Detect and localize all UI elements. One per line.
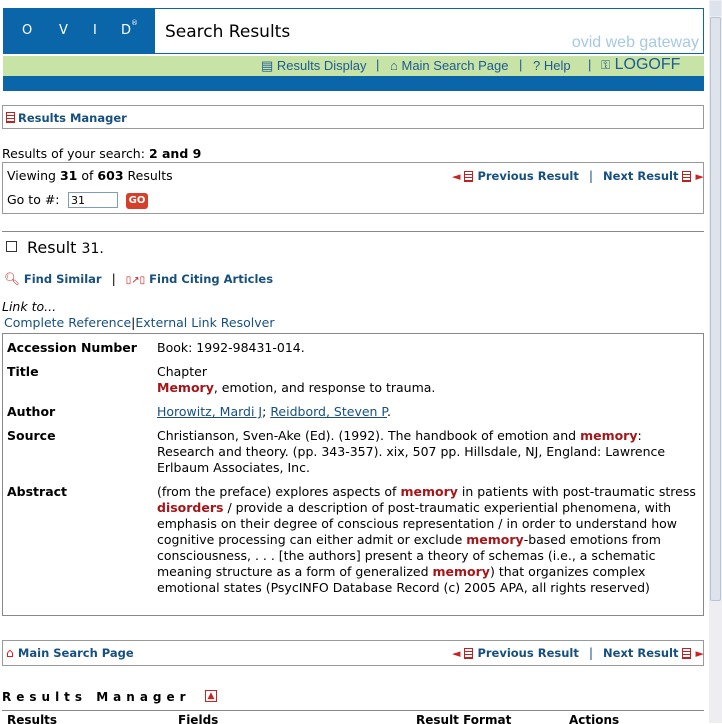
header-bar [3, 76, 704, 91]
logo-letter-v: V [59, 23, 68, 38]
find-citing-articles-link[interactable]: Find Citing Articles [149, 272, 274, 286]
go-button[interactable]: GO [126, 193, 148, 209]
page-title: Search Results [165, 22, 291, 42]
nav-logoff-label: LOGOFF [614, 56, 681, 73]
author-link[interactable]: Horowitz, Mardi J [157, 404, 263, 419]
viewing-current: 31 [59, 168, 78, 183]
abstract-text: in patients with post-traumatic stress [461, 484, 696, 499]
top-nav [3, 56, 704, 76]
results-display-icon: ▤ [261, 58, 274, 73]
viewing-prefix: Viewing [7, 168, 56, 183]
title-text: , emotion, and response to trauma. [213, 380, 436, 395]
scroll-up-arrow[interactable] [710, 1, 721, 16]
link-separator: | [131, 315, 136, 330]
previous-result-link[interactable]: Previous Result [477, 169, 579, 183]
search-query: 2 and 9 [148, 146, 202, 161]
title-type: Chapter [157, 364, 207, 379]
nav-help[interactable] [533, 58, 571, 73]
pager-separator: | [588, 645, 594, 660]
accession-label: Accession Number [7, 340, 137, 355]
actions-separator: | [111, 271, 116, 286]
nav-main-search[interactable] [390, 58, 508, 73]
nav-help-label: Help [543, 58, 571, 73]
pager-top [452, 168, 704, 183]
abstract-highlight: disorders [157, 500, 224, 515]
result-heading [27, 238, 104, 257]
author-separator: ; [262, 404, 267, 419]
help-icon: ? [533, 58, 541, 73]
abstract-label: Abstract [7, 484, 68, 499]
ovid-logo [3, 8, 155, 54]
pager-bottom [452, 645, 704, 660]
viewing-suffix: Results [127, 168, 173, 183]
source-highlight: memory [580, 428, 638, 443]
vertical-scrollbar[interactable] [709, 0, 722, 723]
author-link[interactable]: Reidbord, Steven P [270, 404, 388, 419]
accession-value: Book: 1992-98431-014. [157, 340, 305, 355]
document-icon [682, 648, 691, 659]
abstract-text: -based emotions from consciousness, . . . [the authors] present a theory of schemas (i.e., a schematic meaning structure as a form of generalized [157, 532, 661, 579]
author-end: . [387, 404, 392, 419]
scroll-thumb[interactable] [710, 17, 721, 601]
abstract-highlight: memory [400, 484, 458, 499]
search-summary-label: Results of your search: [2, 146, 145, 161]
arrow-left-icon: ◄ [452, 647, 461, 660]
column-actions: Actions [569, 713, 620, 724]
logo-letter-d: D [121, 23, 132, 38]
title-value [157, 364, 697, 396]
document-icon [682, 171, 691, 182]
title-highlight: Memory [157, 380, 214, 395]
next-result-link[interactable]: Next Result [603, 646, 679, 660]
nav-logoff[interactable] [601, 56, 680, 74]
nav-main-search-label: Main Search Page [401, 58, 509, 73]
abstract-highlight: memory [466, 532, 524, 547]
nav-results-display[interactable] [261, 58, 367, 74]
arrow-left-icon: ◄ [452, 170, 461, 183]
document-icon [464, 648, 473, 659]
logoff-icon: ⚿ [601, 58, 611, 72]
viewing-of: of [81, 168, 94, 183]
abstract-text: (from the preface) explores aspects of [157, 484, 397, 499]
abstract-text: / provide a description of post-traumatic experiential phenomena, with emphasis on their degree of conscious representation / in order to understand how cognitive processing can either admit or exclude [157, 500, 677, 547]
result-number: 31. [81, 241, 104, 257]
home-icon: ⌂ [390, 58, 398, 73]
goto-input[interactable] [68, 192, 118, 208]
title-label: Title [7, 364, 39, 379]
abstract-text: ) that organizes complex emotional states (PsycINFO Database Record (c) 2005 APA, all rights reserved) [157, 564, 650, 595]
results-manager-bar [2, 105, 704, 129]
viewing-status [7, 168, 173, 183]
source-label: Source [7, 428, 56, 443]
pager-separator: | [588, 168, 594, 183]
results-manager-link[interactable]: Results Manager [18, 111, 127, 125]
results-manager-heading: Results Manager [2, 690, 191, 704]
result-label: Result [27, 238, 77, 257]
author-value [157, 404, 697, 420]
next-result-link[interactable]: Next Result [603, 169, 679, 183]
author-label: Author [7, 404, 56, 419]
gateway-label: ovid web gateway [571, 34, 699, 51]
goto-label: Go to #: [7, 192, 60, 207]
link-to-label: Link to... [2, 299, 57, 314]
complete-reference-link[interactable]: Complete Reference [4, 315, 132, 330]
viewing-total: 603 [97, 168, 124, 183]
logo-letter-i: I [93, 23, 97, 38]
home-icon: ⌂ [6, 645, 14, 660]
arrow-right-icon: ► [695, 647, 704, 660]
logo-letter-o: O [22, 23, 33, 38]
result-actions [4, 271, 273, 287]
source-text: : Research and theory. (pp. 343-357). xix, 507 pp. Hillsdale, NJ, England: Lawrence Erlbaum Associates, Inc. [157, 428, 666, 475]
nav-results-display-label: Results Display [276, 58, 367, 73]
source-value [157, 428, 697, 476]
magnifier-icon: 🔍︎ [4, 271, 20, 286]
column-results: Results [7, 713, 58, 724]
previous-result-link[interactable]: Previous Result [477, 646, 579, 660]
results-manager-table-header [2, 710, 704, 724]
column-fields: Fields [178, 713, 219, 724]
document-icon [6, 112, 15, 123]
link-to-options [4, 315, 274, 330]
arrow-right-icon: ► [695, 170, 704, 183]
external-link-resolver-link[interactable]: External Link Resolver [135, 315, 275, 330]
collapse-up-icon[interactable]: ▲ [205, 690, 217, 702]
logo-registered-mark: ® [131, 19, 138, 27]
result-checkbox[interactable] [6, 241, 17, 252]
footer-main-search-link[interactable]: Main Search Page [17, 646, 134, 660]
column-result-format: Result Format [416, 713, 512, 724]
abstract-highlight: memory [432, 564, 490, 579]
find-similar-link[interactable]: Find Similar [23, 272, 102, 286]
nav-separator: | [588, 57, 592, 72]
abstract-value [157, 484, 697, 596]
divider [2, 231, 704, 232]
page-header [155, 8, 704, 54]
nav-separator: | [376, 57, 380, 72]
nav-separator: | [519, 57, 523, 72]
footer-main-search[interactable] [6, 645, 134, 660]
document-icon [464, 171, 473, 182]
search-summary [2, 146, 201, 161]
source-text: Christianson, Sven-Ake (Ed). (1992). The handbook of emotion and [157, 428, 577, 443]
citing-articles-icon: ▯↗▯ [125, 275, 146, 286]
